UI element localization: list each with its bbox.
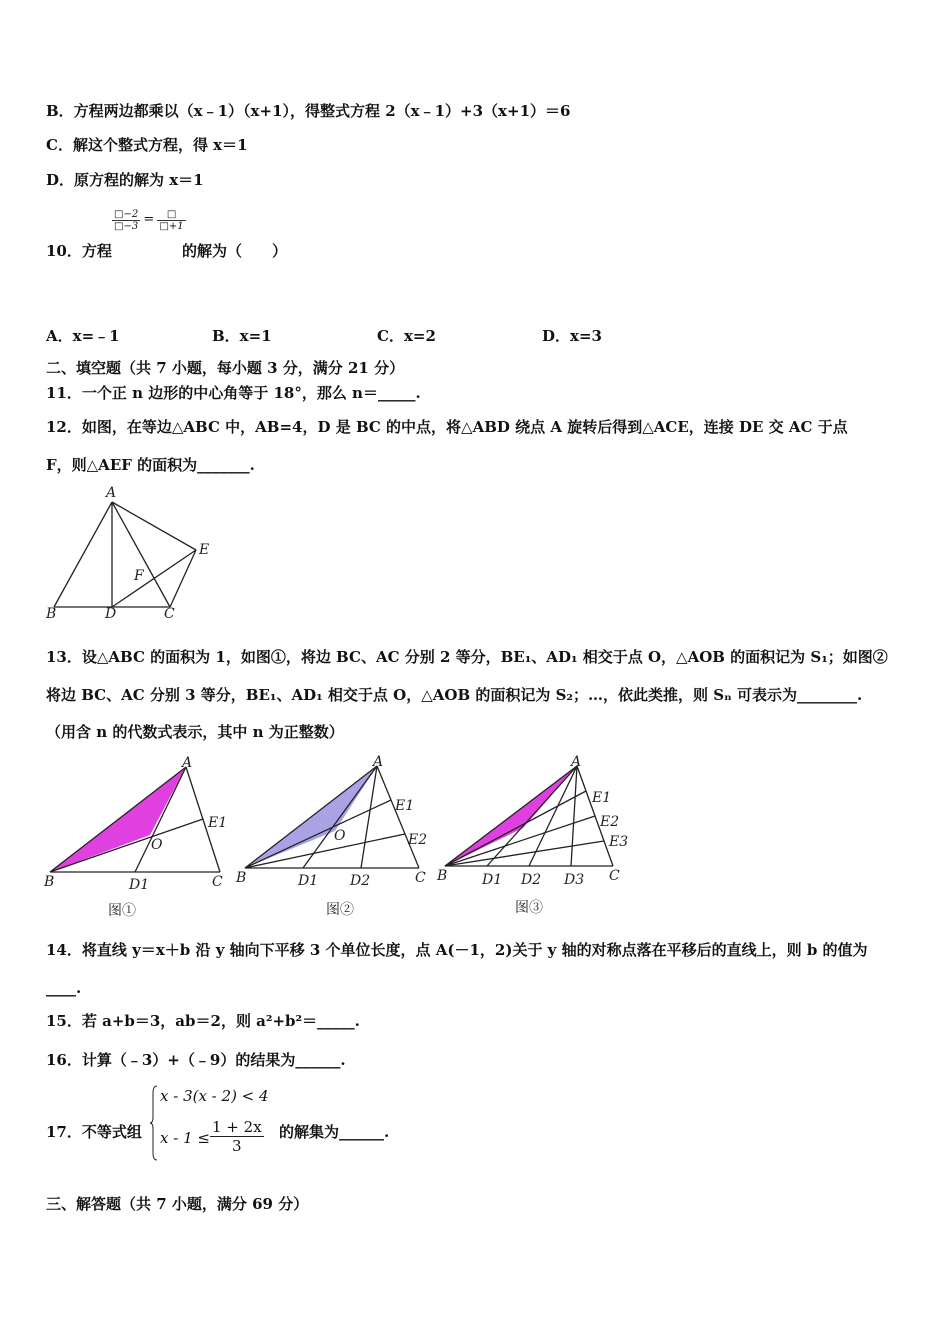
fig3-caption: 图③ [515, 900, 543, 916]
q17-prefix: 17．不等式组 [46, 1123, 142, 1141]
q10-right-num: □ [157, 209, 185, 221]
fig2-label-b: B [236, 870, 247, 886]
q13-line1: 13．设△ABC 的面积为 1，如图①，将边 BC、AC 分别 2 等分，BE₁、AD₁ 相交于点 O，△AOB 的面积记为 S₁；如图② [46, 648, 888, 666]
q17-suffix: 的解集为______. [279, 1123, 390, 1141]
q17-row2: x - 1 ≤ [160, 1129, 210, 1147]
option-d-text: D．原方程的解为 x＝1 [46, 171, 204, 189]
q11-text: 11．一个正 n 边形的中心角等于 18°，那么 n＝_____. [46, 384, 421, 402]
option-b-text: B．方程两边都乘以（x﹣1）（x+1），得整式方程 2（x﹣1）+3（x+1）＝6 [46, 102, 571, 120]
fig1-label-a: A [182, 755, 193, 771]
q10-right-den: □+1 [159, 221, 184, 232]
fig2-label-e1: E1 [395, 798, 415, 814]
fig3-label-b: B [437, 868, 448, 884]
q14-line1: 14．将直线 y＝x＋b 沿 y 轴向下平移 3 个单位长度，点 A(－1，2)关于 y 轴的对称点落在平移后的直线上，则 b 的值为 [46, 941, 868, 959]
fig12-label-d: D [105, 606, 117, 622]
q10-left-fraction [112, 209, 140, 232]
q10-suffix: 的解为（ ） [182, 242, 288, 260]
q10-option-b: B．x=1 [212, 327, 272, 345]
q13-line3: （用含 n 的代数式表示，其中 n 为正整数） [46, 723, 344, 741]
option-c-text: C．解这个整式方程，得 x＝1 [46, 136, 248, 154]
q16-text: 16．计算（﹣3）+（﹣9）的结果为______. [46, 1051, 346, 1069]
q10-equation [112, 209, 186, 232]
q17-frac-den: 3 [232, 1137, 242, 1155]
q17-fraction [210, 1118, 264, 1155]
fig3-label-d2: D2 [521, 872, 542, 888]
fig1-label-o: O [151, 837, 163, 853]
fig2-label-e2: E2 [408, 832, 428, 848]
q10-option-c: C．x=2 [377, 327, 436, 345]
fig12-label-b: B [46, 606, 57, 622]
fig2-caption: 图② [326, 902, 354, 918]
q17-inequality-system [150, 1085, 280, 1163]
fig1-label-c: C [212, 874, 223, 890]
q10-left-num: □−2 [114, 209, 139, 220]
section-3-heading: 三、解答题（共 7 小题，满分 69 分） [46, 1195, 309, 1213]
section-2-heading: 二、填空题（共 7 小题，每小题 3 分，满分 21 分） [46, 359, 405, 377]
fig1-label-b: B [44, 874, 55, 890]
q13-figure-3 [433, 752, 633, 922]
q14-line2: ____. [46, 979, 82, 997]
fig12-label-f: F [134, 568, 144, 584]
fig3-label-d1: D1 [482, 872, 503, 888]
fig2-label-d1: D1 [298, 873, 319, 889]
q13-line2: 将边 BC、AC 分别 3 等分，BE₁、AD₁ 相交于点 O，△AOB 的面积记为 S₂；…，依此类推，则 Sₙ 可表示为________. [46, 686, 863, 704]
fig1-caption: 图① [108, 903, 136, 919]
q12-figure [44, 482, 219, 622]
fig3-label-c: C [609, 868, 620, 884]
q12-line1: 12．如图，在等边△ABC 中，AB=4，D 是 BC 的中点，将△ABD 绕点 A 旋转后得到△ACE，连接 DE 交 AC 于点 [46, 418, 848, 436]
fig2-label-c: C [415, 870, 426, 886]
q10-option-a: A．x=﹣1 [46, 327, 120, 345]
fig3-label-e3: E3 [609, 834, 629, 850]
fig3-label-e2: E2 [600, 814, 620, 830]
fig12-label-a: A [106, 485, 117, 501]
q10-right-fraction [157, 209, 185, 232]
q10-option-d: D．x=3 [542, 327, 602, 345]
fig3-label-e1: E1 [592, 790, 612, 806]
fig3-label-a: A [571, 754, 582, 770]
fig12-label-e: E [199, 542, 210, 558]
q13-figure-1 [44, 755, 234, 925]
fig2-label-a: A [373, 754, 384, 770]
fig2-label-o: O [334, 828, 346, 844]
fig2-label-d2: D2 [350, 873, 371, 889]
q13-figure-2 [233, 752, 433, 922]
q10-prefix: 10．方程 [46, 242, 112, 260]
q17-frac-num: 1 + 2x [212, 1118, 262, 1136]
fig1-label-e1: E1 [208, 815, 228, 831]
q12-line2: F，则△AEF 的面积为_______. [46, 456, 255, 474]
q15-text: 15．若 a+b＝3，ab＝2，则 a²+b²＝_____. [46, 1012, 360, 1030]
fig3-label-d3: D3 [564, 872, 585, 888]
fig12-label-c: C [164, 606, 175, 622]
q10-left-den: □−3 [114, 221, 139, 232]
q10-equals: = [143, 212, 155, 227]
left-brace-icon [150, 1085, 158, 1161]
fig1-label-d1: D1 [129, 877, 150, 893]
q17-row1: x - 3(x - 2) < 4 [160, 1087, 269, 1105]
